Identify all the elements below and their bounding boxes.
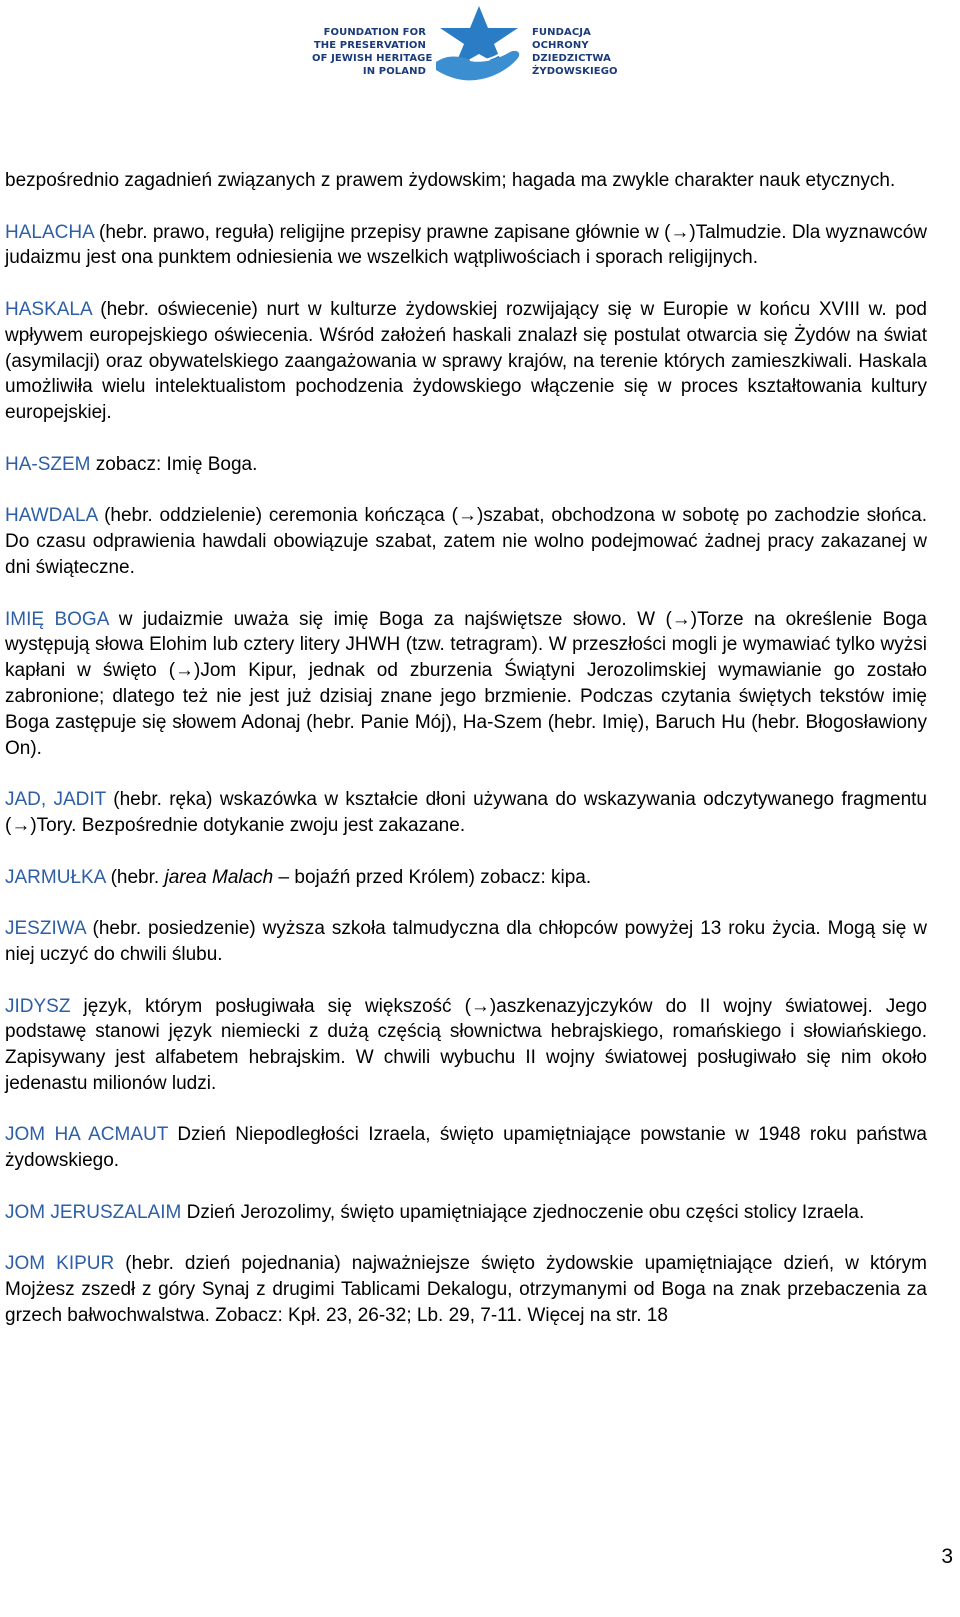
- entry-definition: – bojaźń przed Królem) zobacz: kipa.: [273, 866, 592, 888]
- entry-term: HAWDALA: [5, 505, 98, 527]
- entry-term: JARMUŁKA: [5, 866, 106, 888]
- glossary-entry: [5, 1200, 927, 1226]
- entry-term: JIDYSZ: [5, 995, 71, 1017]
- glossary-body: [5, 168, 927, 1355]
- entry-definition: (hebr. prawo, reguła) religijne przepisy prawne zapisane głównie w (→)Talmudzie. Dla wyznawców judaizmu jest ona punktem odniesienia we wszelkich wątpliwościach i sporach religijnych.: [5, 221, 927, 269]
- entry-definition: (hebr. dzień pojednania) najważniejsze święto żydowskie upamiętniające dzień, w którym Mojżesz zszedł z góry Synaj z drugimi Tablicami Dekalogu, otrzymanymi od Boga na znak przebaczenia za grzech bałwochwalstwa. Zobacz: Kpł. 23, 26-32; Lb. 29, 7-11. Więcej na str. 18: [5, 1253, 927, 1327]
- logo-line: FUNDACJA: [532, 27, 591, 38]
- entry-term: JOM KIPUR: [5, 1253, 115, 1275]
- glossary-entry: [5, 916, 927, 968]
- page-number: 3: [941, 1545, 953, 1568]
- logo-line: ŻYDOWSKIEGO: [532, 66, 618, 77]
- logo-line: IN POLAND: [362, 66, 426, 77]
- entry-definition: Dzień Jerozolimy, święto upamiętniające zjednoczenie obu części stolicy Izraela.: [181, 1201, 865, 1223]
- logo-line: FOUNDATION FOR: [323, 27, 426, 38]
- entry-definition: język, którym posługiwała się większość (→)aszkenazyjczyków do II wojny światowej. Jego podstawę stanowi język niemiecki z dużą częścią słownictwa hebrajskiego, romańskiego i słowiańskiego. Zapisywany jest alfabetem hebrajskim. W chwili wybuchu II wojny światowej posługiwało się nim około jedenastu milionów ludzi.: [5, 995, 927, 1094]
- glossary-entry: [5, 1251, 927, 1328]
- entry-term: HA-SZEM: [5, 453, 91, 475]
- logo-line: DZIEDZICTWA: [532, 53, 611, 64]
- logo-line: OCHRONY: [532, 40, 589, 51]
- logo-line: THE PRESERVATION: [313, 40, 426, 51]
- logo-text-polish: [532, 26, 632, 78]
- entry-term: JESZIWA: [5, 918, 86, 940]
- glossary-entry: [5, 297, 927, 426]
- entry-definition: (hebr. oświecenie) nurt w kulturze żydowskiej rozwijający się w Europie w końcu XVIII w. pod wpływem europejskiego oświecenia. Wśród założeń haskali znalazł się postulat otwarcia się Żydów na świat (asymilacji) oraz obywatelskiego zaangażowania w sprawy krajów, na terenie których zamieszkiwali. Haskala umożliwiła wielu intelektualistom pochodzenia żydowskiego włączenie się w proces kształtowania kultury europejskiej.: [5, 298, 927, 424]
- entry-definition: (hebr. ręka) wskazówka w kształcie dłoni używana do wskazywania odczytywanego fragmentu (→)Tory. Bezpośrednie dotykanie zwoju jest zakazane.: [5, 789, 927, 836]
- glossary-entry: [5, 865, 927, 891]
- entry-definition: (hebr. posiedzenie) wyższa szkoła talmudyczna dla chłopców powyżej 13 roku życia. Mogą się w niej uczyć do chwili ślubu.: [5, 918, 927, 965]
- entry-definition: w judaizmie uważa się imię Boga za najświętsze słowo. W (→)Torze na określenie Boga występują słowa Elohim lub cztery litery JHWH (tzw. tetragram). W przeszłości mogli je wymawiać tylko wyżsi kapłani w święto (→)Jom Kipur, jednak od zburzenia Świątyni Jerozolimskiej wymawianie go zostało zabronione; dlatego też nie jest już dzisiaj znane jego brzmienie. Podczas czytania świętych tekstów imię Boga zastępuje się słowem Adonaj (hebr. Panie Mój), Ha-Szem (hebr. Imię), Baruch Hu (hebr. Błogosławiony On).: [5, 608, 927, 759]
- page-header: [0, 0, 960, 90]
- entry-definition: (hebr.: [105, 866, 165, 888]
- entry-term: JOM HA ACMAUT: [5, 1124, 169, 1146]
- entry-term: HALACHA: [5, 221, 94, 243]
- glossary-entry: [5, 503, 927, 580]
- entry-term: JOM JERUSZALAIM: [5, 1201, 182, 1223]
- glossary-entry-continuation: [5, 168, 927, 194]
- entry-term: HASKALA: [5, 298, 92, 320]
- glossary-entry: [5, 220, 927, 272]
- glossary-entry: [5, 994, 927, 1097]
- glossary-entry: [5, 607, 927, 762]
- glossary-entry: [5, 452, 927, 478]
- entry-definition-italic: jarea Malach: [164, 866, 274, 888]
- entry-definition: bezpośrednio zagadnień związanych z prawem żydowskim; hagada ma zwykle charakter nauk etycznych.: [5, 170, 896, 191]
- star-and-hand-icon: [430, 4, 528, 84]
- entry-definition: zobacz: Imię Boga.: [90, 453, 258, 475]
- glossary-entry: [5, 787, 927, 839]
- logo-text-english: [312, 26, 433, 78]
- entry-definition: Dzień Niepodległości Izraela, święto upamiętniające powstanie w 1948 roku państwa żydowskiego.: [5, 1124, 928, 1172]
- entry-definition: (hebr. oddzielenie) ceremonia kończąca (→)szabat, obchodzona w sobotę po zachodzie słońca. Do czasu odprawienia hawdali obowiązuje szabat, zatem nie wolno podejmować żadnej pracy zakazanej w dni świąteczne.: [5, 505, 927, 578]
- entry-term: JAD, JADIT: [5, 789, 106, 811]
- entry-term: IMIĘ BOGA: [5, 608, 109, 630]
- foundation-logo: [312, 4, 622, 84]
- glossary-entry: [5, 1122, 927, 1174]
- logo-line: OF JEWISH HERITAGE: [312, 53, 433, 64]
